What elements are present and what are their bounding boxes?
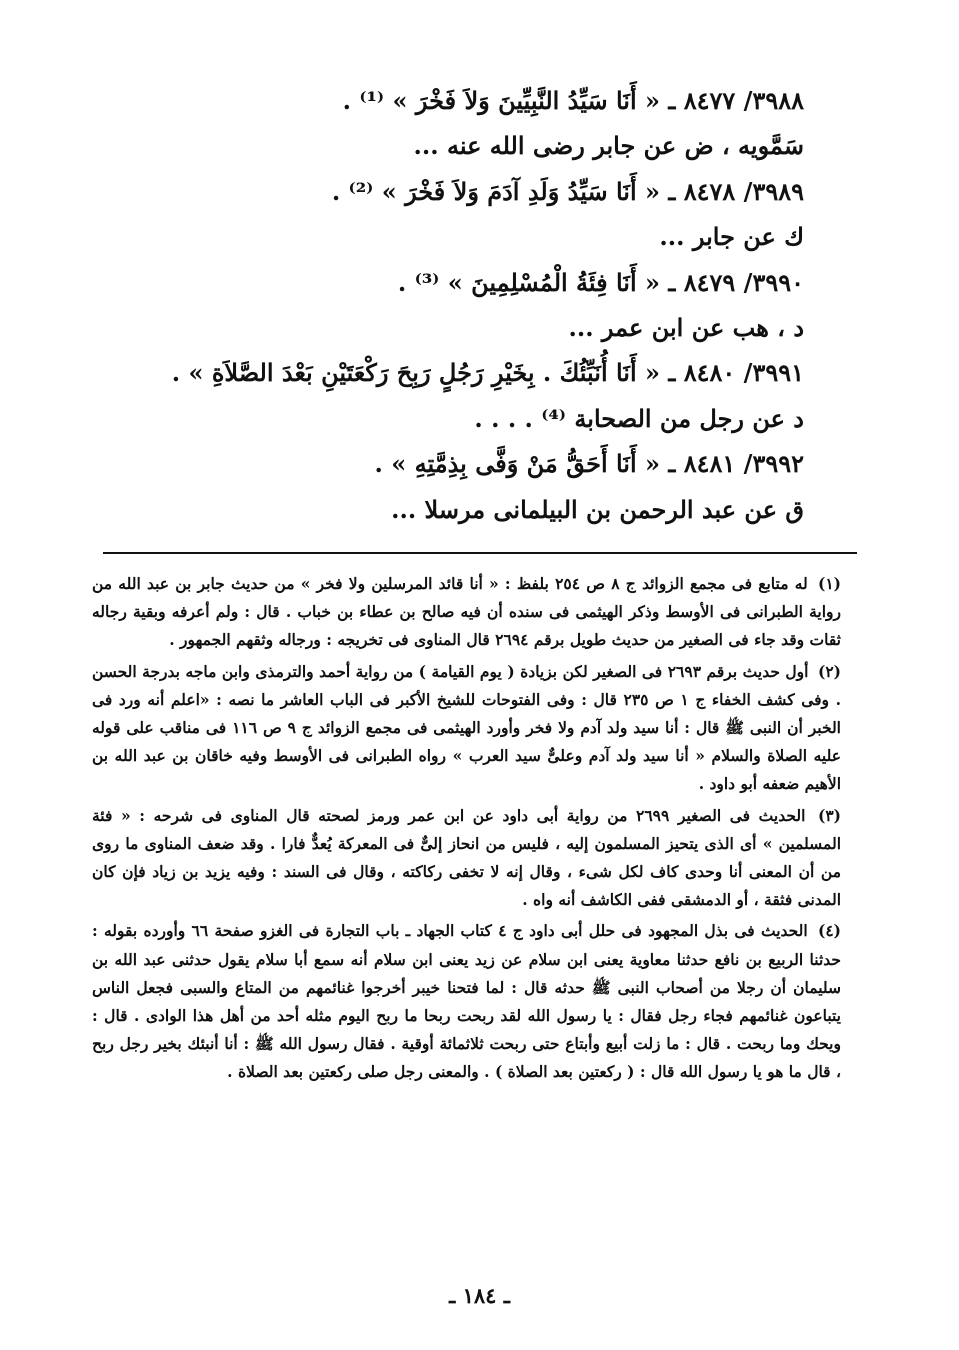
footnote-2 <box>92 658 841 799</box>
footnote-4 <box>92 917 841 1086</box>
hadith-entry-3990: ٣٩٩٠/ ٨٤٧٩ ـ « أَنَا فِئَةُ الْمُسْلِمِينَ » ⁽³⁾ . <box>397 267 804 297</box>
hadith-entries <box>144 78 804 532</box>
footnote-number: (١) <box>817 574 841 593</box>
hadith-entry-3988: ٣٩٨٨/ ٨٤٧٧ ـ « أَنَا سَيِّدُ النَّبِيِّينَ وَلاَ فَخْرَ » ⁽¹⁾ . <box>342 86 804 115</box>
hadith-entry-3991: ٣٩٩١/ ٨٤٨٠ ـ « أَنَا أُنَبِّئُكَ . بِخَيْرِ رَجُلٍ رَبِحَ رَكْعَتَيْنِ بَعْدَ الصَّلاَةِ » . <box>171 358 804 388</box>
hadith-source-3990: د ، هب عن ابن عمر ... <box>568 312 804 342</box>
hadith-entry-3989: ٣٩٨٩/ ٨٤٧٨ ـ « أَنَا سَيِّدُ وَلَدِ آدَمَ وَلاَ فَخْرَ » ⁽²⁾ . <box>331 176 804 206</box>
hadith-source-3989: ك عن جابر ... <box>659 222 804 252</box>
footnote-text: له متابع فى مجمع الزوائد ج ٨ ص ٢٥٤ بلفظ : « أنا قائد المرسلين ولا فخر » من حديث جابر بن عبد الله من رواية الطبرانى فى الأوسط وذكر الهيثمى فى سنده أن فيه صالح بن عطاء بن خباب . قال : ولم أعرفه وبقية رجاله ثقات وقد جاء فى الصغير من حديث طويل برقم ٢٦٩٤ قال المناوى فى تخريجه : ورجاله وثقهم الجمهور . <box>92 574 841 650</box>
footnote-1 <box>92 570 841 655</box>
hadith-entry-3992: ٣٩٩٢/ ٨٤٨١ ـ « أَنَا أَحَقُّ مَنْ وَفَّى بِذِمَّتِهِ » . <box>374 449 804 479</box>
hadith-source-3988: سَمَّويه ، ض عن جابر رضى الله عنه ... <box>413 131 804 161</box>
hadith-source-3991: د عن رجل من الصحابة ⁽⁴⁾ . . . . <box>474 403 804 433</box>
hadith-source-3992: ق عن عبد الرحمن بن البيلمانى مرسلا ... <box>391 494 804 524</box>
footnote-number: (٤) <box>817 921 841 941</box>
footnotes <box>92 570 841 1090</box>
footnote-text: الحديث فى بذل المجهود فى حلل أبى داود ج ٤ كتاب الجهاد ـ باب التجارة فى الغزو صفحة ٦٦ وأورده بقوله : حدثنا الربيع بن نافع حدثنا معاوية يعنى ابن سلام عن زيد يعنى ابن سلام أنه سمع أبا سلام يقول حدثنى عبد الله بن سليمان أن رجلا من أصحاب النبى ﷺ حدثه قال : لما فتحنا خيبر أخرجوا غنائمهم من المتاع والسبى فجعل الناس يتباعون غنائمهم فجاء رجل فقال : يا رسول الله لقد ربحت ربحا ما ربح اليوم مثله أحد من أهل هذا الوادى . قال : ويحك وما ربحت . قال : ما زلت أبيع وأبتاع حتى ربحت ثلاثمائة أوقية . فقال رسول الله ﷺ : أنا أنبئك بخير رجل ربح ، قال ما هو يا رسول الله قال : ( ركعتين بعد الصلاة ) . والمعنى رجل صلى ركعتين بعد الصلاة . <box>92 921 841 1082</box>
footnote-3 <box>92 802 841 915</box>
page-number: ـ ١٨٤ ـ <box>449 1283 510 1308</box>
footnote-text: أول حديث برقم ٢٦٩٣ فى الصغير لكن بزيادة ( يوم القيامة ) من رواية أحمد والترمذى وابن ماجه بدرجة الحسن . وفى كشف الخفاء ج ١ ص ٢٣٥ قال : وفى الفتوحات للشيخ الأكبر فى الباب العاشر ما نصه : «اعلم أنه ورد فى الخبر أن النبى ﷺ قال : أنا سيد ولد آدم ولا فخر وأورد الهيثمى فى مجمع الزوائد ج ٩ ص ١١٦ فى مناقب على قوله عليه الصلاة والسلام « أنا سيد ولد آدم وعلىٌّ سيد العرب » رواه الطبرانى فى الأوسط وفيه خاقان بن عبد الله بن الأهيم ضعفه أبو داود . <box>92 661 841 794</box>
footnote-separator <box>103 552 857 554</box>
footnote-text: الحديث فى الصغير ٢٦٩٩ من رواية أبى داود عن ابن عمر ورمز لصحته قال المناوى فى شرحه : « فئة المسلمين » أى الذى يتحيز المسلمون إليه ، فليس من انحاز إلىٌّ فى المعركة يُعدٌّ فارا . وقد ضعف المناوى ما روى من أن المعنى أنا وحدى كاف لكل شىء ، وقال إنه لا تخفى ركاكته ، وقال فى السند : وفيه يزيد بن زياد فإن كان المدنى فثقة ، أو الدمشقى ففى الكاشف أنه واه . <box>92 805 841 910</box>
footnote-number: (٢) <box>817 661 841 681</box>
footnote-number: (٣) <box>817 805 841 825</box>
